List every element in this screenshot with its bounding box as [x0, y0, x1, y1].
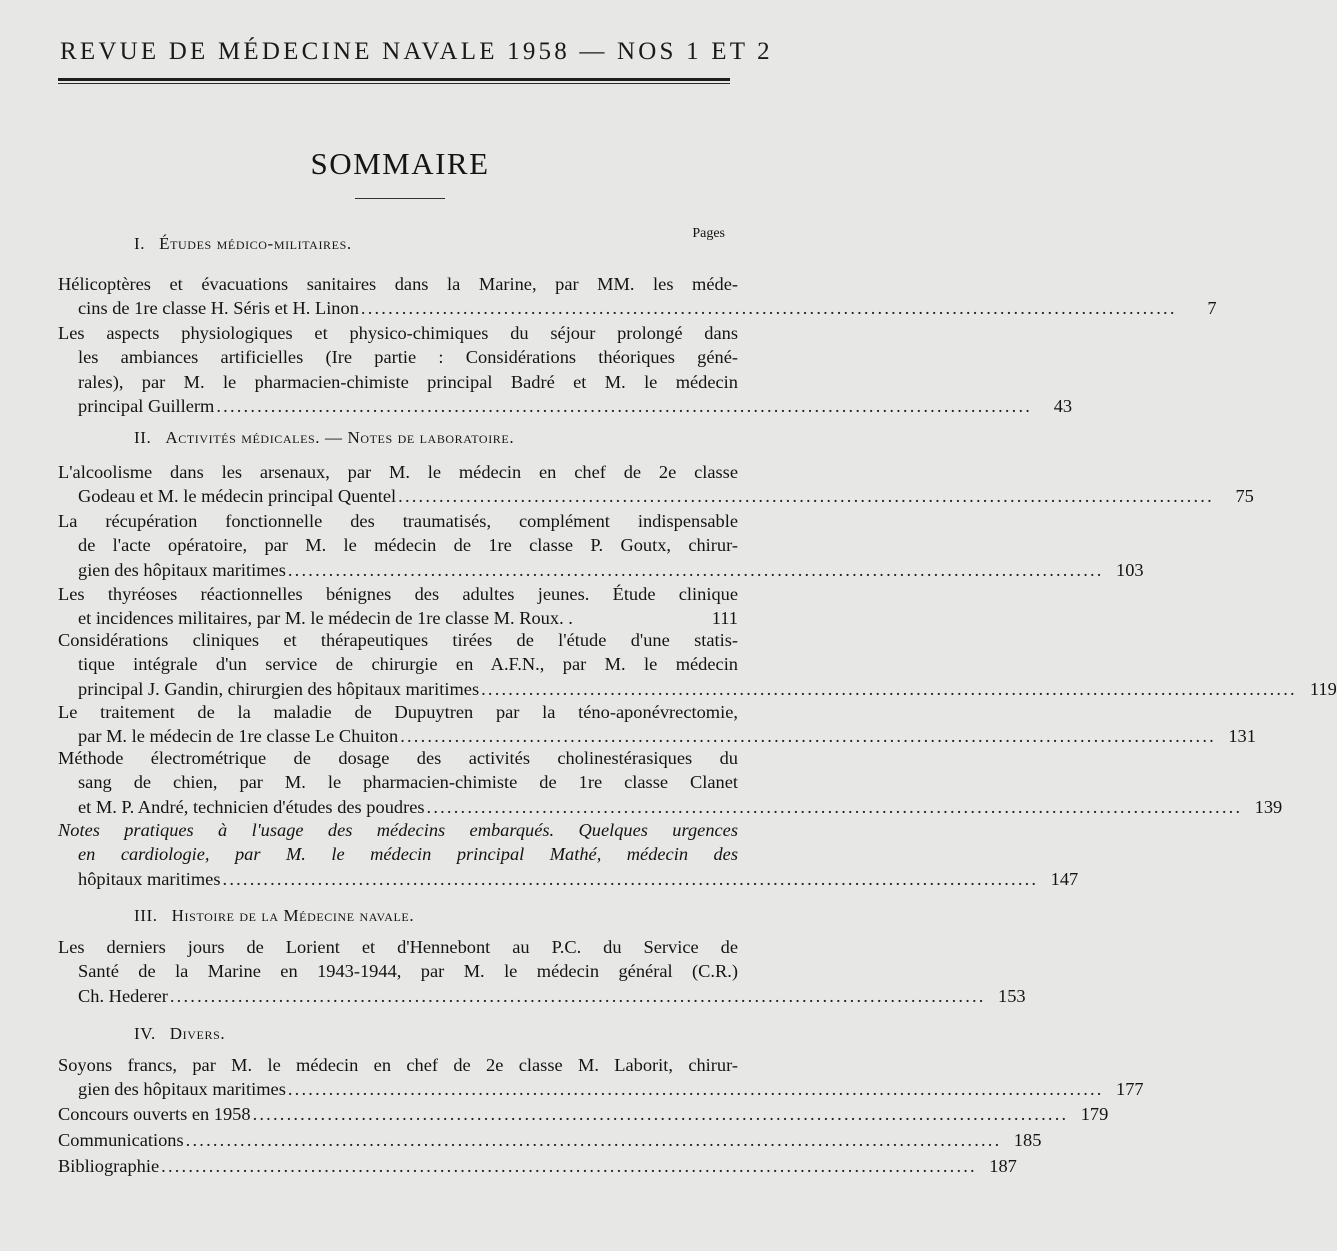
page-number: 177	[1116, 1079, 1144, 1100]
toc-entry	[58, 460, 1254, 509]
section-number: IV.	[134, 1024, 156, 1043]
leader-dots: ........................................................................................................................	[161, 1156, 977, 1176]
section-title: Activités médicales. — Notes de laboratoire.	[165, 428, 515, 447]
entry-text: et incidences militaires, par M. le médecin de 1re classe M. Roux. .	[78, 608, 573, 629]
entry-line: Notes pratiques à l'usage des médecins embarqués. Quelques urgences	[58, 820, 738, 840]
entry-text: gien des hôpitaux maritimes	[78, 559, 286, 580]
header-rule-thin	[58, 83, 730, 84]
entry-text: principal J. Gandin, chirurgien des hôpitaux maritimes	[78, 678, 480, 699]
entry-line: Santé de la Marine en 1943-1944, par M. le médecin général (C.R.)	[78, 961, 738, 982]
entry-last-line	[58, 394, 1073, 418]
leader-dots: ........................................................................................................................	[398, 486, 1214, 507]
entry-last-line	[58, 1102, 1109, 1126]
page-number: 147	[1050, 868, 1079, 889]
toc-entry	[58, 700, 1256, 749]
section-heading	[134, 1024, 225, 1044]
entry-text: Godeau et M. le médecin principal Quentel	[78, 486, 397, 507]
leader-dots: ........................................................................................................................	[400, 726, 1216, 747]
entry-line: sang de chien, par M. le pharmacien-chimiste de 1re classe Clanet	[78, 772, 738, 793]
leader-dots: ........................................................................................................................	[287, 559, 1104, 580]
entry-line: tique intégrale d'un service de chirurgie en A.F.N., par M. le médecin	[78, 654, 738, 675]
pages-column-label: Pages	[692, 226, 725, 241]
entry-last-line	[58, 1128, 1042, 1152]
section-title: Études médico-militaires.	[159, 234, 352, 253]
section-number: II.	[134, 428, 152, 447]
section-heading	[134, 906, 414, 926]
leader-dots: ........................................................................................................................	[360, 298, 1177, 319]
entry-last-line	[58, 677, 1337, 701]
leader-dots: ........................................................................................................................	[169, 985, 986, 1006]
entry-text: Ch. Hederer	[78, 985, 168, 1006]
section-number: III.	[134, 906, 158, 925]
toc-entry	[58, 1102, 1109, 1126]
page-number: 131	[1228, 726, 1256, 747]
entry-last-line	[58, 1154, 1017, 1178]
entry-last-line	[58, 984, 1026, 1008]
entry-text: principal Guillerm	[78, 396, 215, 417]
entry-last-line	[58, 795, 1283, 819]
toc-entry	[58, 935, 1026, 1008]
page-number: 139	[1254, 796, 1283, 817]
entry-line: en cardiologie, par M. le médecin principal Mathé, médecin des	[78, 844, 738, 865]
leader-dots: ........................................................................................................................	[185, 1130, 1002, 1150]
entry-line: La récupération fonctionnelle des traumatisés, complément indispensable	[58, 511, 738, 531]
header-rule-thick	[58, 78, 730, 81]
section-title: Histoire de la Médecine navale.	[171, 906, 415, 925]
entry-last-line	[58, 558, 1144, 582]
entry-text: hôpitaux maritimes	[78, 868, 221, 889]
toc-entry	[58, 321, 1073, 419]
section-number: I.	[134, 234, 146, 253]
page-number: 103	[1116, 559, 1144, 580]
toc-entry	[58, 1154, 1017, 1178]
leader-dots: ........................................................................................................................	[426, 796, 1243, 817]
entry-line: Soyons francs, par M. le médecin en chef de 2e classe M. Laborit, chirur-	[58, 1055, 738, 1075]
page-number: 153	[998, 985, 1026, 1006]
entry-line: rales), par M. le pharmacien-chimiste principal Badré et M. le médecin	[78, 371, 738, 392]
entry-line: Les thyréoses réactionnelles bénignes des adultes jeunes. Étude clinique	[58, 584, 738, 604]
page-title: SOMMAIRE	[310, 146, 490, 181]
entry-text: Concours ouverts en 1958	[58, 1104, 251, 1124]
page-number: 111	[711, 608, 738, 629]
entry-last-line	[58, 867, 1079, 891]
entry-line: les ambiances artificielles (Ire partie : Considérations théoriques géné-	[78, 347, 738, 368]
entry-line: Les aspects physiologiques et physico-chimiques du séjour prolongé dans	[58, 323, 738, 343]
page-number: 43	[1053, 396, 1073, 417]
entry-last-line	[58, 484, 1254, 508]
entry-line: Méthode électrométrique de dosage des activités cholinestérasiques du	[58, 748, 738, 768]
entry-text: par M. le médecin de 1re classe Le Chuiton	[78, 726, 399, 747]
leader-dots: ........................................................................................................................	[222, 868, 1039, 889]
journal-header: REVUE DE MÉDECINE NAVALE 1958 — NOS 1 ET 2	[60, 38, 773, 65]
section-heading	[134, 234, 352, 254]
page-number: 179	[1080, 1104, 1109, 1124]
entry-last-line	[58, 1077, 1144, 1101]
entry-line: de l'acte opératoire, par M. le médecin de 1re classe P. Goutx, chirur-	[78, 535, 738, 556]
entry-line: Considérations cliniques et thérapeutiques tirées de l'étude d'une statis-	[58, 630, 738, 650]
entry-text: cins de 1re classe H. Séris et H. Linon	[78, 298, 359, 319]
title-divider	[355, 198, 445, 199]
entry-line: Hélicoptères et évacuations sanitaires dans la Marine, par MM. les méde-	[58, 274, 738, 294]
section-heading	[134, 428, 514, 448]
toc-entry	[58, 818, 1079, 891]
toc-entry	[58, 582, 738, 631]
leader-dots: ........................................................................................................................	[252, 1104, 1069, 1124]
entry-line: L'alcoolisme dans les arsenaux, par M. le médecin en chef de 2e classe	[58, 462, 738, 482]
toc-entry	[58, 1128, 1042, 1152]
entry-text: et M. P. André, technicien d'études des poudres	[78, 796, 425, 817]
leader-dots: ........................................................................................................................	[287, 1079, 1104, 1100]
page-number: 119	[1309, 678, 1337, 699]
toc-entry	[58, 509, 1144, 582]
entry-last-line	[58, 296, 1217, 320]
page-number: 7	[1207, 298, 1217, 319]
entry-text: gien des hôpitaux maritimes	[78, 1079, 286, 1100]
toc-entry	[58, 1053, 1144, 1102]
entry-line: Les derniers jours de Lorient et d'Hennebont au P.C. du Service de	[58, 937, 738, 957]
entry-line: Le traitement de la maladie de Dupuytren par la téno-aponévrectomie,	[58, 702, 738, 722]
section-title: Divers.	[169, 1024, 226, 1043]
leader-dots: ........................................................................................................................	[216, 396, 1033, 417]
toc-entry	[58, 272, 1217, 321]
leader-dots: ........................................................................................................................	[481, 678, 1297, 699]
page-number: 75	[1235, 486, 1254, 507]
page-number: 187	[989, 1156, 1017, 1176]
toc-entry	[58, 628, 1337, 701]
toc-entry	[58, 746, 1283, 819]
entry-text: Bibliographie	[58, 1156, 160, 1176]
entry-text: Communications	[58, 1130, 184, 1150]
page-number: 185	[1013, 1130, 1042, 1150]
